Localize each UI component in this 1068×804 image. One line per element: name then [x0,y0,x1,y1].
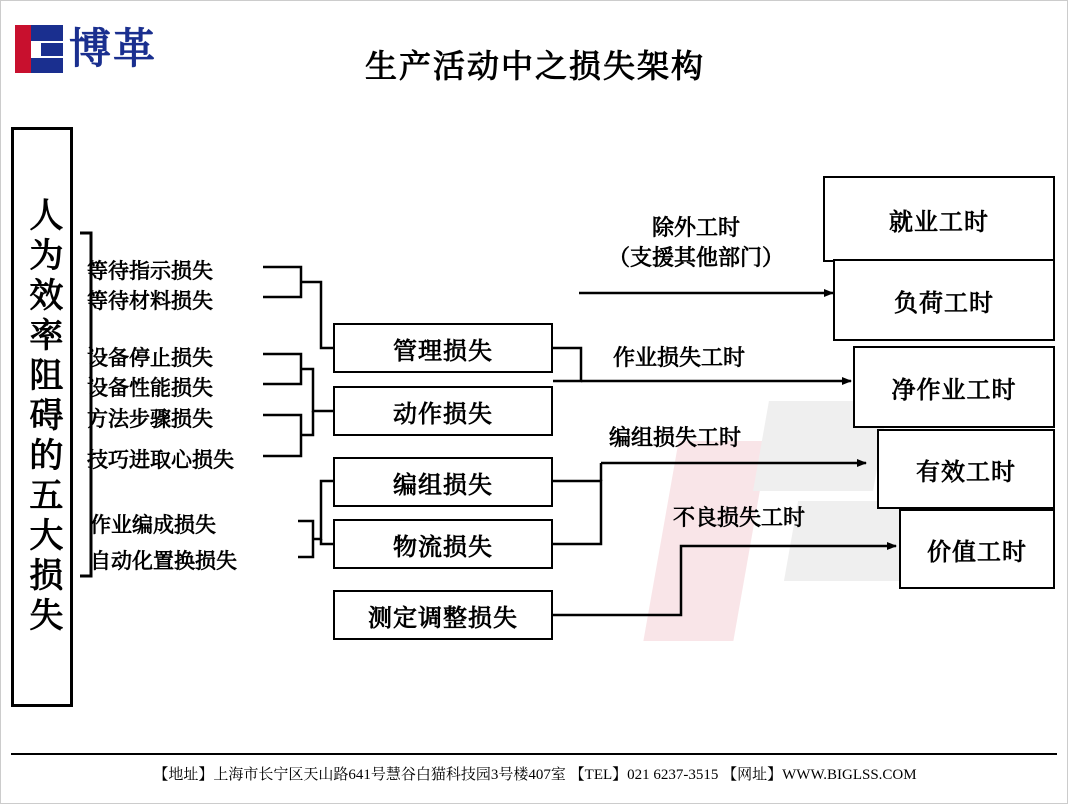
footer-text: 【地址】上海市长宁区天山路641号慧谷白猫科技园3号楼407室 【TEL】021 6237-3515 【网址】WWW.BIGLSS.COM [153,767,917,783]
loss-item-5: 技巧进取心损失 [87,449,234,472]
category-box-1: 动作损失 [333,386,553,436]
arrow-label-2: 编组损失工时 [609,425,742,450]
loss-item-0: 等待指示损失 [87,260,213,283]
hour-box-3: 有效工时 [877,429,1055,509]
hour-box-2: 净作业工时 [853,346,1055,428]
loss-item-6: 作业编成损失 [90,514,216,537]
loss-item-7: 自动化置换损失 [90,550,237,573]
root-label-box [11,127,73,707]
loss-item-1: 等待材料损失 [87,290,213,313]
category-box-3: 物流损失 [333,519,553,569]
loss-item-3: 设备性能损失 [87,377,213,400]
arrow-label-0-line1: 除外工时 [651,215,740,240]
hour-box-0: 就业工时 [823,176,1055,262]
arrow-label-0 [576,213,816,273]
loss-item-4: 方法步骤损失 [87,408,213,431]
category-box-4: 测定调整损失 [333,590,553,640]
category-box-2: 编组损失 [333,457,553,507]
page-title: 生产活动中之损失架构 [364,48,705,84]
brand-name: 博革 [69,25,158,72]
hour-box-4: 价值工时 [899,509,1055,589]
arrow-label-0-line2: （支援其他部门） [607,245,784,270]
category-box-0: 管理损失 [333,323,553,373]
arrow-label-3: 不良损失工时 [673,505,806,530]
hour-box-1: 负荷工时 [833,259,1055,341]
footer-divider [11,753,1057,755]
loss-item-2: 设备停止损失 [87,347,213,370]
arrow-label-1: 作业损失工时 [613,345,746,370]
root-label-text: 人为效率阻碍的五大损失 [23,197,62,637]
